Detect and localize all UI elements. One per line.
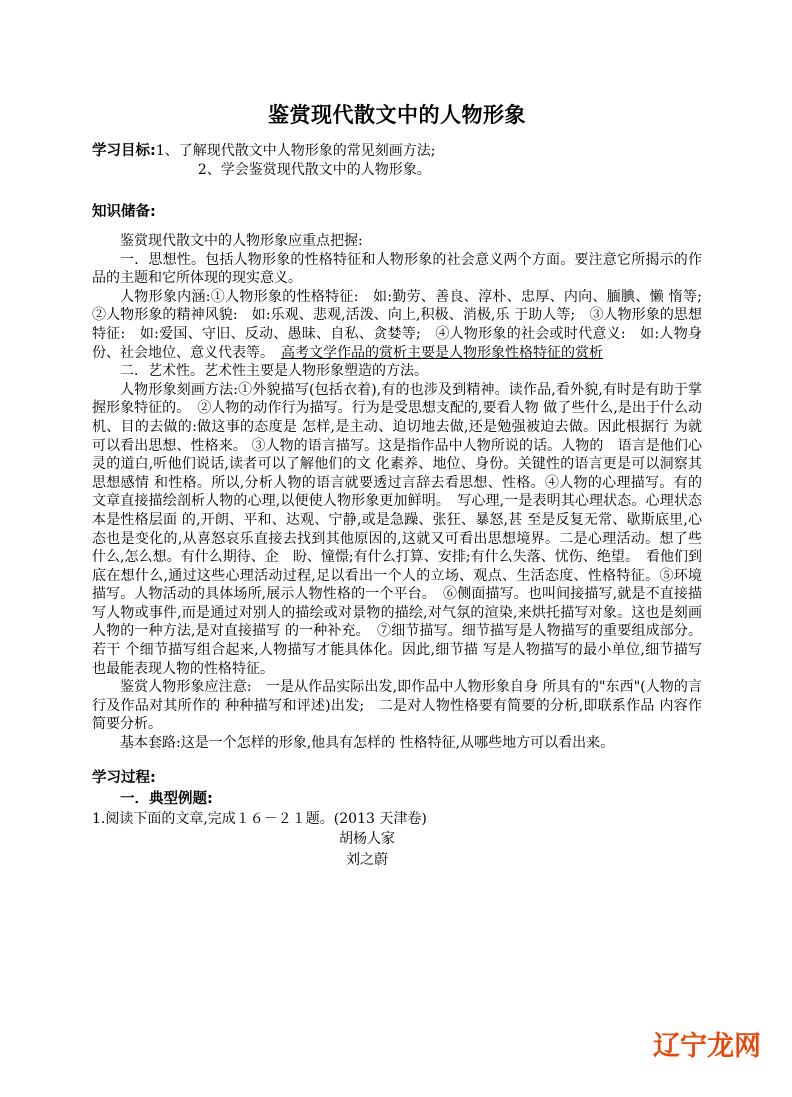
paragraph-art: 二．艺术性。艺术性主要是人物形象塑造的方法。 xyxy=(120,363,428,380)
page-title: 鉴赏现代散文中的人物形象 xyxy=(268,102,526,127)
paragraph-notice: 鉴赏人物形象应注意: 一是从作品实际出发,即作品中人物形象自身 所具有的"东西"(人物的言行及作品对其所作的 种种描写和评述)出发; 二是对人物性格要有简要的分析,即联系作品 内容作简要分析。 xyxy=(92,679,702,733)
process-subheading: 一．典型例题: xyxy=(120,790,213,807)
paragraph-methods: 人物形象刻画方法:①外貌描写(包括衣着),有的也涉及到精神。读作品,看外貌,有时是有助于掌握形象特征的。 ②人物的动作行为描写。行为是受思想支配的,要看人物 做了些什么,是出于什么动机、目的去做的:做这事的态度是 怎样,是主动、迫切地去做,还是勉强被迫去做。因此根据行 为就可以看出思想、性格来。 ③人物的语言描写。这是指作品中人物所说的话。人物的 语言是他们心灵的道白,听他们说话,读者可以了解他们的文 化素养、地位、身份。关键性的语言更是可以洞察其思想感情 和性格。所以,分析人物的语言就要透过言辞去看思想、性格。④人物的心理描写。有的文章直接描绘剖析人物的心理,以便使人物形象更加鲜明。 写心理,一是表明其心理状态。心理状态本是性格层面 的,开朗、平和、达观、宁静,或是急躁、张狂、暴怒,甚 至是反复无常、歇斯底里,心态也是变化的,从喜怒哀乐直接去找到其他原因的,这就又可看出思想境界。二是心理活动。想了些什么,怎么想。有什么期待、企 盼、憧憬;有什么打算、安排;有什么失落、忧伤、绝望。 看他们到底在想什么,通过这些心理活动过程,足以看出一个人的立场、观点、生活态度、性格特征。⑤环境描写。人物活动的具体场所,展示人物性格的一个平台。 ⑥侧面描写。也叫间接描写,就是不直接描写人物或事件,而是通过对别人的描绘或对景物的描绘,对气氛的渲染,来烘托描写对象。这也是刻画人物的一种方法,是对直接描写 的一种补充。 ⑦细节描写。细节描写是人物描写的重要组成部分。若干 个细节描写组合起来,人物描写才能具体化。因此,细节描 写是人物描写的最小单位,细节描写也最能表现人物的性格特征。 xyxy=(92,381,702,677)
learning-objectives-list xyxy=(156,142,702,180)
watermark-text: 辽宁龙网 xyxy=(653,1031,761,1062)
spacer xyxy=(92,753,702,768)
document-content xyxy=(92,100,716,871)
paragraph-routine: 基本套路:这是一个怎样的形象,他具有怎样的 性格特征,从哪些地方可以看出来。 xyxy=(120,735,615,752)
learning-objectives xyxy=(92,142,702,180)
knowledge-heading: 知识储备: xyxy=(92,204,156,220)
paragraph-thought: 一．思想性。包括人物形象的性格特征和人物形象的社会意义两个方面。要注意它所揭示的作品的主题和它所体现的现实意义。 xyxy=(92,251,702,287)
example-question: 1.阅读下面的文章,完成１６－２１题。(2013 天津卷) xyxy=(92,810,427,827)
process-heading: 学习过程: xyxy=(92,769,156,786)
list-item: 2、学会鉴赏现代散文中的人物形象。 xyxy=(197,162,431,178)
knowledge-intro: 鉴赏现代散文中的人物形象应重点把握: xyxy=(120,233,363,249)
connotation-text: 人物形象内涵:①人物形象的性格特征: 如:勤劳、善良、淳朴、忠厚、内向、腼腆、懒 惰等; ②人物形象的精神风貌: 如:乐观、悲观,活泼、向上,积极、消极,乐 于助人等; ③人物形象的思想特征: 如:爱国、守旧、反动、愚昧、自私、贪婪等; ④人物形象的社会或时代意义: 如:人物身份、社会地位、意义代表等。 xyxy=(92,288,716,361)
spacer xyxy=(92,223,702,232)
site-watermark xyxy=(653,1031,761,1063)
spacer xyxy=(92,180,702,202)
paragraph-connotation xyxy=(92,288,716,362)
learning-objectives-label: 学习目标: xyxy=(92,143,156,159)
article-author: 刘之蔚 xyxy=(346,851,388,868)
article-title: 胡杨人家 xyxy=(339,830,395,847)
list-item: 1、了解现代散文中人物形象的常见刻画方法; xyxy=(155,143,436,159)
connotation-underlined-text: 高考文学作品的赏析主要是人物形象性格特征的赏析 xyxy=(281,344,603,361)
